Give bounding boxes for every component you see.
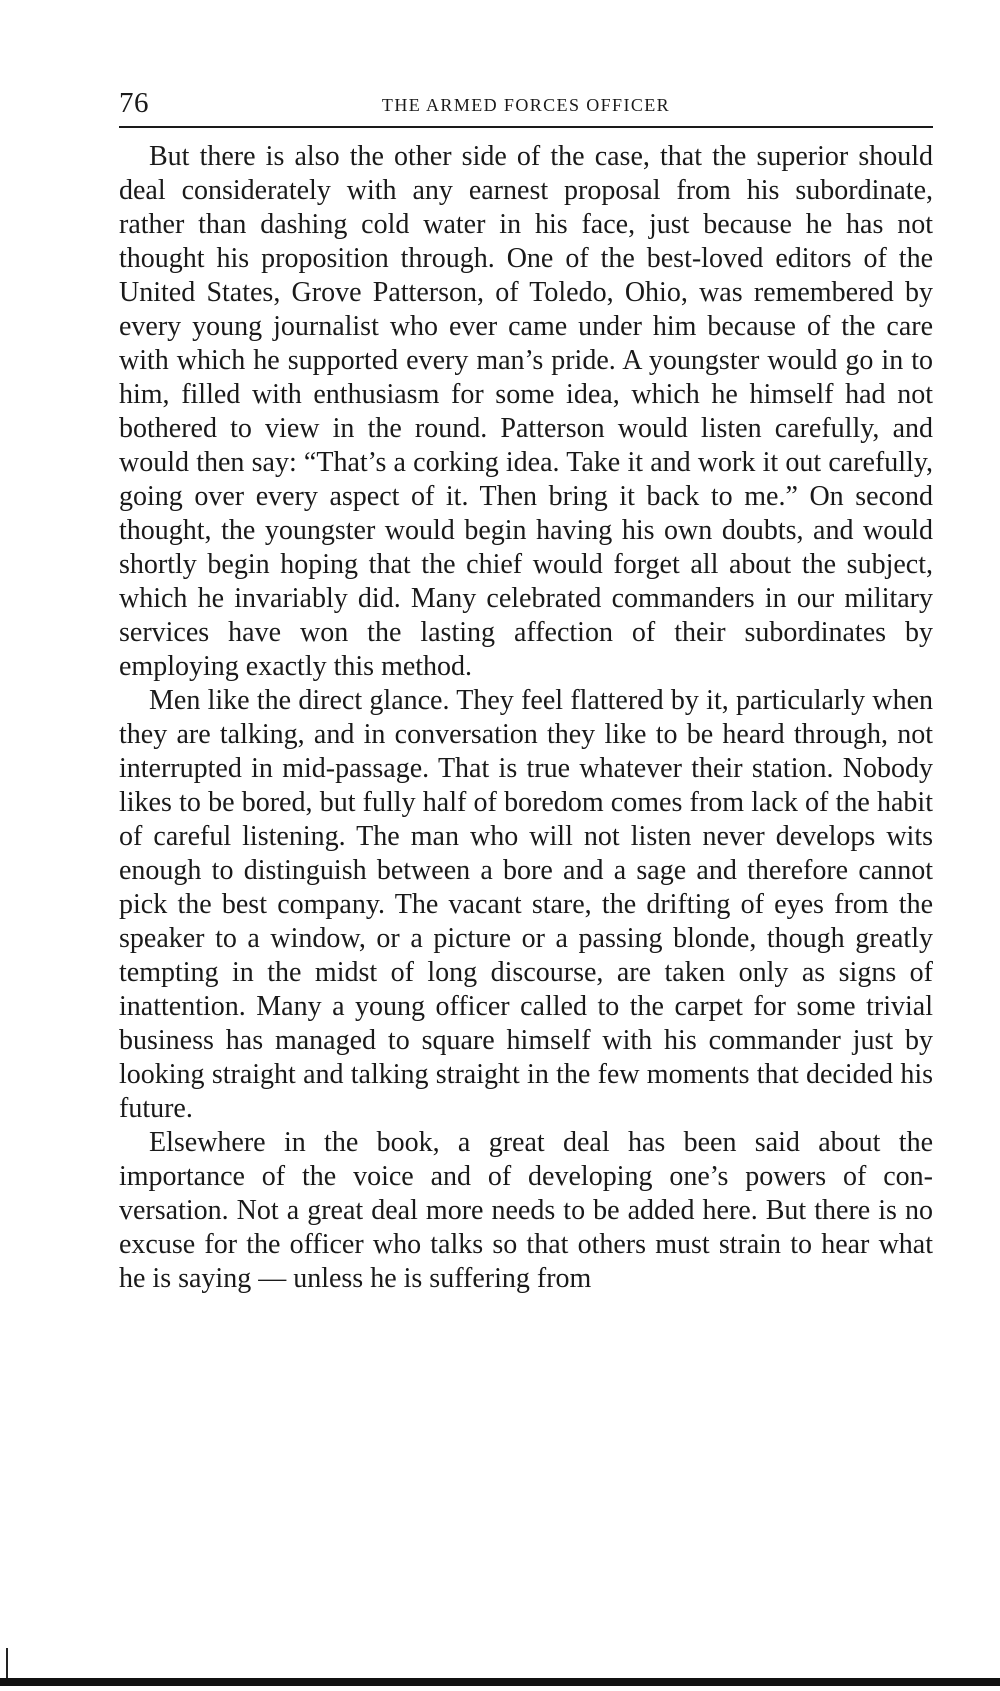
header-rule	[119, 126, 933, 128]
paragraph-superior-consideration: But there is also the other side of the case, that the superior should deal considerately with any earnest proposal from his subordinate, rather than dashing cold water in his face, just because he has not thought his proposition through. One of the best-loved editors of the United States, Grove Patterson, of Toledo, Ohio, was remembered by every young journalist who ever came under him because of the care with which he supported every man’s pride. A youngster would go in to him, filled with enthusiasm for some idea, which he himself had not bothered to view in the round. Patterson would listen carefully, and would then say: “That’s a corking idea. Take it and work it out carefully, going over every aspect of it. Then bring it back to me.” On second thought, the youngster would begin having his own doubts, and would shortly begin hoping that the chief would forget all about the subject, which he invariably did. Many celebrated commanders in our military services have won the lasting affection of their subordinates by employing exactly this method.	[119, 141, 933, 682]
running-head: THE ARMED FORCES OFFICER	[381, 95, 671, 115]
scan-edge-mark	[6, 1648, 8, 1680]
paragraph-direct-glance: Men like the direct glance. They feel flattered by it, particularly when they are talking, and in conversation they like to be heard through, not interrupted in mid-passage. That is true whatever their station. Nobody likes to be bored, but fully half of boredom comes from lack of the habit of careful listening. The man who will not listen never develops wits enough to distinguish between a bore and a sage and therefore cannot pick the best company. The vacant stare, the drifting of eyes from the speaker to a window, or a picture or a passing blonde, though greatly tempting in the midst of long discourse, are taken only as signs of inattention. Many a young officer called to the carpet for some trivial business has managed to square himself with his commander just by looking straight and talking straight in the few moments that decided his future.	[119, 685, 933, 1124]
paragraph-voice-conversation: Elsewhere in the book, a great deal has been said about the importance of the voice and of developing one’s powers of conversation. Not a great deal more needs to be added here. But there is no excuse for the officer who talks so that others must strain to hear what he is saying — unless he is suffering from	[119, 1127, 933, 1294]
body-text	[119, 140, 933, 1296]
page-header	[119, 88, 933, 128]
scan-bottom-edge	[0, 1678, 1000, 1686]
page-number: 76	[119, 87, 149, 119]
